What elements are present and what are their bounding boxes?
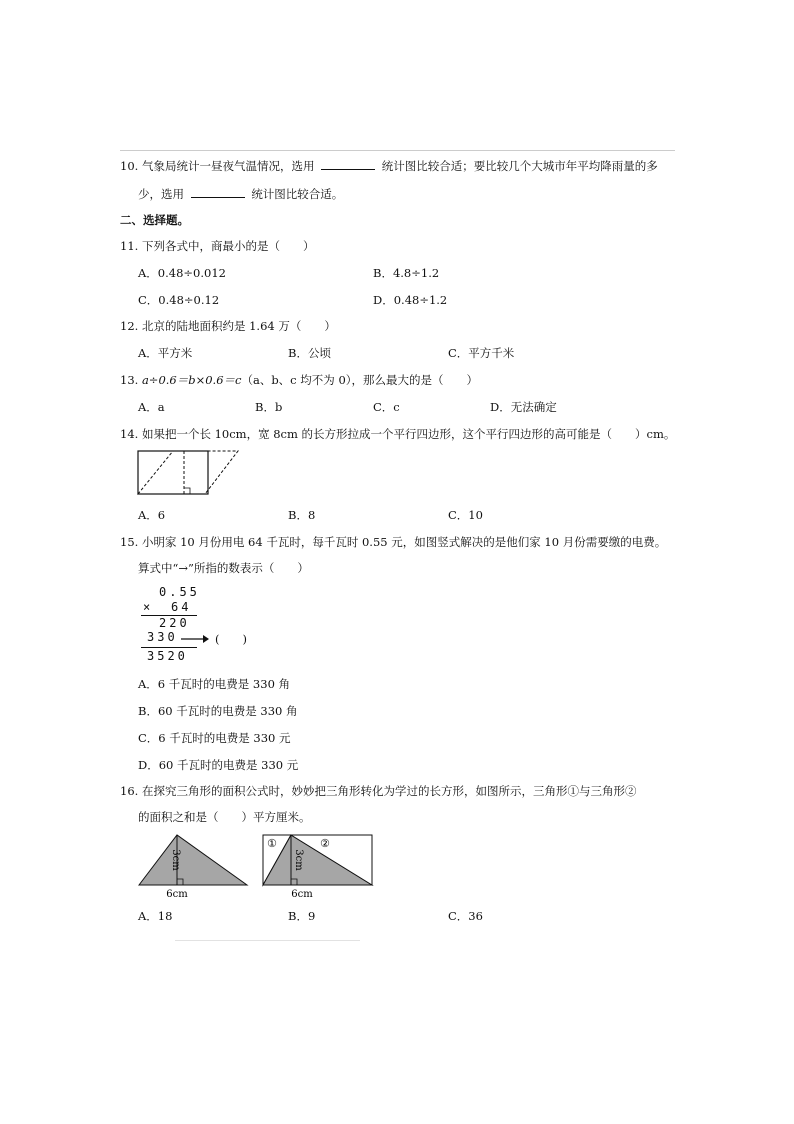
option-d[interactable]: D．无法确定 [490, 400, 557, 414]
question-text: 小明家 10 月份用电 64 千瓦时，每千瓦时 0.55 元，如图竖式解决的是他们家 10 月份需要缴的电费。 [141, 535, 667, 549]
question-text: 气象局统计一昼夜气温情况，选用 [141, 159, 315, 173]
option-a[interactable]: A．a [138, 400, 165, 414]
question-11 [120, 238, 314, 254]
base-label: 6cm [166, 889, 188, 900]
question-number: 16. [120, 784, 139, 798]
question-number: 14. [120, 427, 139, 441]
option-b[interactable]: B．b [255, 400, 283, 414]
option-c[interactable]: C．平方千米 [448, 346, 515, 360]
calc-operator: × [143, 600, 154, 614]
option-b[interactable]: B．9 [288, 909, 316, 923]
section-title: 二、选择题。 [120, 213, 189, 227]
triangle-figure [135, 832, 255, 902]
question-text: 在探究三角形的面积公式时，妙妙把三角形转化为学过的长方形，如图所示，三角形①与三角形② [141, 784, 637, 798]
question-12 [120, 318, 336, 334]
option-a[interactable]: A．0.48÷0.012 [138, 266, 226, 280]
question-number: 15. [120, 535, 139, 549]
option-a[interactable]: A．18 [138, 909, 173, 923]
question-10-cont [138, 186, 343, 202]
answer-blank-1[interactable] [321, 158, 375, 170]
question-text: 北京的陆地面积约是 1.64 万（ ） [141, 319, 336, 333]
question-text: 少，选用 [138, 187, 184, 201]
question-number: 10. [120, 159, 139, 173]
option-c[interactable]: C．c [373, 400, 400, 414]
question-16 [120, 783, 636, 799]
question-number: 13. [120, 373, 139, 387]
bottom-rule [175, 940, 360, 941]
option-a[interactable]: A．6 千瓦时的电费是 330 角 [138, 677, 291, 691]
question-15-cont: 算式中“→”所指的数表示（ ） [138, 561, 309, 575]
option-d[interactable]: D．0.48÷1.2 [373, 293, 448, 307]
option-a[interactable]: A．6 [138, 508, 166, 522]
calc-row-5: 3520 [147, 649, 188, 663]
option-d[interactable]: D．60 千瓦时的电费是 330 元 [138, 758, 299, 772]
option-b[interactable]: B．4.8÷1.2 [373, 266, 440, 280]
option-c[interactable]: C．10 [448, 508, 483, 522]
calc-answer-paren: ( ) [215, 632, 247, 646]
option-a[interactable]: A．平方米 [138, 346, 193, 360]
question-number: 11. [120, 239, 139, 253]
calc-row-1: 0.55 [159, 585, 200, 599]
height-label: 3cm [170, 849, 181, 871]
math-expression: a÷0.6＝b×0.6＝c [141, 373, 242, 387]
calc-row-2: 64 [171, 600, 192, 614]
calc-rule-2 [141, 647, 197, 648]
question-16-cont: 的面积之和是（ ）平方厘米。 [138, 810, 311, 824]
circled-two-mark: ② [320, 837, 330, 850]
calc-row-3: 220 [159, 616, 190, 630]
question-13 [120, 372, 478, 388]
question-number: 12. [120, 319, 139, 333]
base-label: 6cm [291, 889, 313, 900]
option-b[interactable]: B．60 千瓦时的电费是 330 角 [138, 704, 298, 718]
calc-row-4: 330 [147, 630, 178, 644]
rectangle-triangle-figure [260, 832, 380, 902]
question-15 [120, 534, 666, 550]
option-c[interactable]: C．36 [448, 909, 483, 923]
top-rule [120, 150, 675, 151]
option-c[interactable]: C．6 千瓦时的电费是 330 元 [138, 731, 291, 745]
question-text: （a、b、c 均不为 0），那么最大的是（ ） [241, 373, 479, 387]
arrow-icon [181, 633, 209, 645]
question-text: 下列各式中，商最小的是（ ） [141, 239, 315, 253]
rectangle-parallelogram-figure [135, 448, 245, 498]
answer-blank-2[interactable] [191, 186, 245, 198]
question-14 [120, 426, 675, 442]
circled-one-mark: ① [267, 837, 277, 850]
option-b[interactable]: B．8 [288, 508, 316, 522]
question-10 [120, 158, 658, 174]
question-text: 如果把一个长 10cm，宽 8cm 的长方形拉成一个平行四边形，这个平行四边形的高可能是（ ）cm。 [141, 427, 676, 441]
height-label: 3cm [293, 849, 304, 871]
question-text: 统计图比较合适。 [251, 187, 344, 201]
question-text: 统计图比较合适；要比较几个大城市年平均降雨量的多 [381, 159, 658, 173]
vertical-multiplication [135, 583, 265, 665]
option-b[interactable]: B．公顷 [288, 346, 331, 360]
option-c[interactable]: C．0.48÷0.12 [138, 293, 220, 307]
